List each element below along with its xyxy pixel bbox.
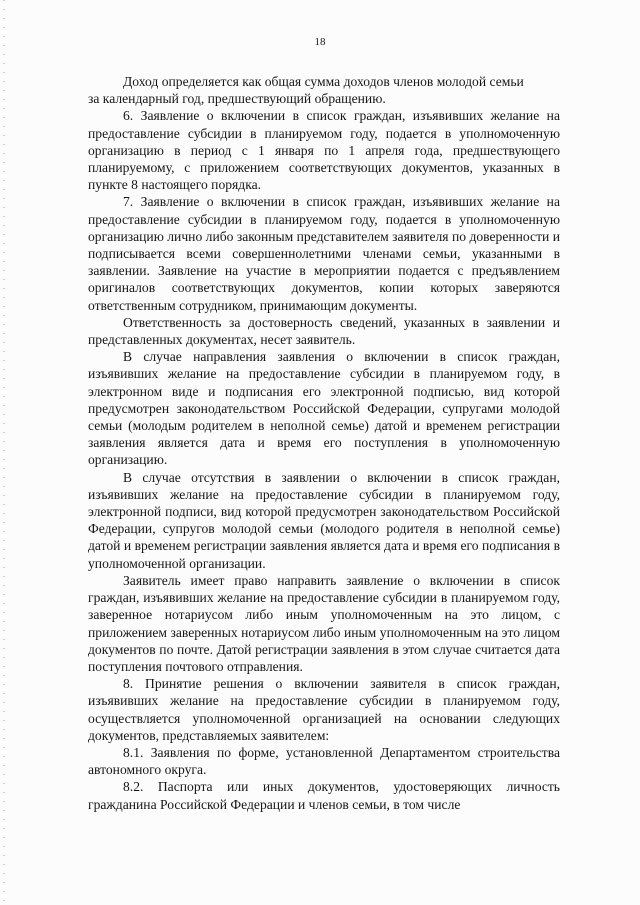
- paragraph-postal-submission: Заявитель имеет право направить заявление о включении в список граждан, изъявивших желание на предоставление субсидии в планируемом году, заверенное нотариусом либо иным уполномоченным на это лицом, с приложением заверенных нотариусом либо иным уполномоченным на это лицом документов по почте. Датой регистрации заявления в этом случае считается дата поступления почтового отправления.: [88, 572, 560, 674]
- paragraph-electronic-submission: В случае направления заявления о включении в список граждан, изъявивших желание на предоставление субсидии в планируемом году, в электронном виде и подписания его электронной подписью, вид которой предусмотрен законодательством Российской Федерации, супругами молодой семьи (молодым родителем в неполной семье) датой и временем регистрации заявления является дата и время его поступления в уполномоченную организацию.: [88, 349, 560, 468]
- paragraph-income-period: за календарный год, предшествующий обращению.: [88, 91, 386, 107]
- document-body: [88, 73, 560, 813]
- paragraph-item-8-1: 8.1. Заявления по форме, установленной Департаментом строительства автономного округа.: [88, 744, 560, 778]
- paragraph-responsibility: Ответственность за достоверность сведений, указанных в заявлении и представленных документах, несет заявитель.: [88, 314, 560, 348]
- scan-edge-artifact: [3, 0, 5, 905]
- paragraph-item-8: 8. Принятие решения о включении заявителя в список граждан, изъявивших желание на предоставление субсидии в планируемом году, осуществляется уполномоченной организацией на основании следующих документов, представляемых заявителем:: [88, 676, 560, 743]
- paragraph-item-8-2: 8.2. Паспорта или иных документов, удостоверяющих личность гражданина Российской Федерации и членов семьи, в том числе: [88, 779, 560, 812]
- paragraph-item-6: 6. Заявление о включении в список граждан, изъявивших желание на предоставление субсидии в планируемом году, подается в уполномоченную организацию в период с 1 января по 1 апреля года, предшествующего планируемому, с приложением соответствующих документов, указанных в пункте 8 настоящего порядка.: [88, 108, 560, 193]
- paragraph-item-7: 7. Заявление о включении в список граждан, изъявивших желание на предоставление субсидии в планируемом году, подается в уполномоченную организацию лично либо законным представителем заявителя по доверенности и подписывается всеми совершеннолетними членами семьи, указанными в заявлении. Заявление на участие в мероприятии подается с предъявлением оригиналов соответствующих документов, копии которых заверяются ответственным сотрудником, принимающим документы.: [88, 194, 560, 313]
- page-number: 18: [314, 36, 326, 48]
- paragraph-no-signature: В случае отсутствия в заявлении о включении в список граждан, изъявивших желание на предоставление субсидии в планируемом году, электронной подписи, вид которой предусмотрен законодательством Российской Федерации, супругов молодой семьи (молодого родителя в неполной семье) датой и временем регистрации заявления является дата и время его подписания в уполномоченной организации.: [88, 469, 560, 571]
- paragraph-income-definition: Доход определяется как общая сумма доходов членов молодой семьи: [123, 74, 524, 89]
